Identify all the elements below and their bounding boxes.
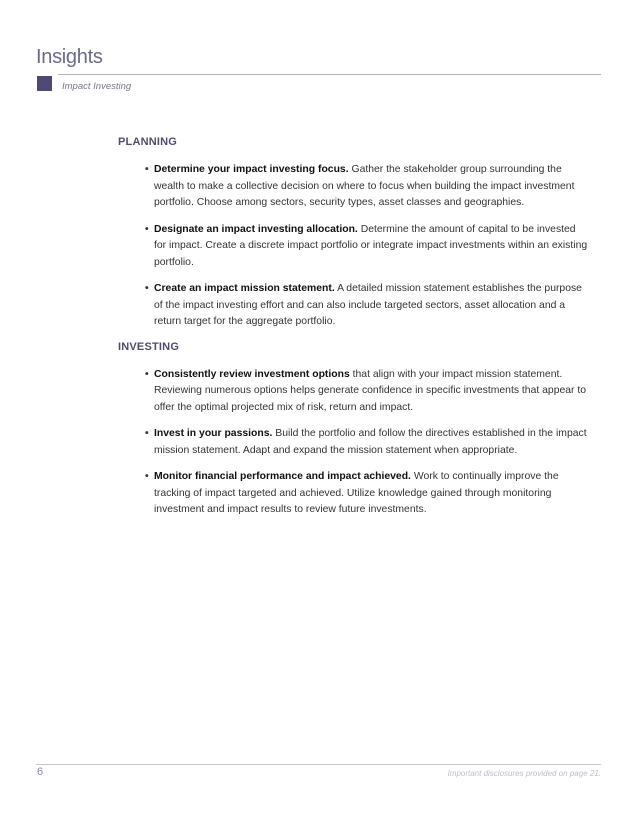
bullet-lead-text: Consistently review investment options (154, 368, 350, 380)
bullet-lead-text: Designate an impact investing allocation. (154, 223, 358, 235)
investing-list (118, 367, 588, 519)
bullet-body-text: that align with your impact mission statement. Reviewing numerous options helps generate confidence in specific investments that appear to offer the optimal projected mix of risk, return and impact. (154, 368, 587, 413)
bullet-lead-text: Monitor financial performance and impact achieved. (154, 471, 411, 482)
section-heading-investing: INVESTING (118, 340, 180, 353)
list-item (145, 367, 588, 417)
bullet-lead-text: Create an impact mission statement. (154, 283, 335, 294)
bullet-icon: • (145, 471, 149, 482)
bullet-lead-text: Invest in your passions. (154, 428, 273, 439)
bullet-icon: • (145, 428, 149, 439)
list-item (145, 426, 588, 459)
main-content (118, 136, 588, 529)
bullet-icon: • (145, 283, 149, 294)
list-item (145, 222, 588, 272)
footer-divider (36, 764, 601, 765)
bullet-lead-text: Determine your impact investing focus. (154, 164, 349, 175)
bullet-body-text: Gather the stakeholder group surrounding the wealth to make a collective decision on where to focus when building the impact investment portfolio. Choose among sectors, security types, asset classes and geographies. (154, 164, 575, 208)
disclosure-note: Important disclosures provided on page 21. (447, 769, 601, 778)
bullet-icon: • (145, 223, 149, 235)
header-divider (58, 74, 601, 75)
list-item (145, 469, 588, 519)
section-heading-planning: PLANNING (118, 136, 178, 148)
page-title: Insights (36, 46, 103, 68)
page-number: 6 (37, 766, 44, 778)
bullet-body-text: A detailed mission statement establishes the purpose of the impact investing effort and can also include targeted sectors, asset allocation and a return target for the aggregate portfolio. (154, 283, 582, 327)
bullet-icon: • (145, 164, 149, 175)
bullet-body-text: Build the portfolio and follow the directives established in the impact mission statement. Adapt and expand the mission statement when appropriate. (154, 428, 587, 456)
page-subtitle: Impact Investing (62, 81, 132, 92)
bullet-icon: • (145, 368, 149, 380)
bullet-body-text: Work to continually improve the tracking of impact targeted and achieved. Utilize knowledge gained through monitoring investment and impact results to review future investments. (154, 471, 559, 515)
list-item (145, 281, 588, 331)
bullet-body-text: Determine the amount of capital to be invested for impact. Create a discrete impact portfolio or integrate impact investments within an existing portfolio. (154, 223, 588, 268)
planning-list (118, 162, 588, 331)
list-item (145, 162, 588, 212)
header-accent-square (37, 76, 52, 91)
